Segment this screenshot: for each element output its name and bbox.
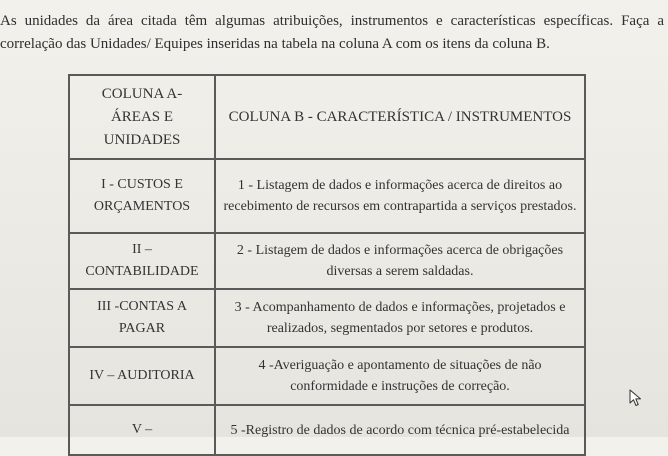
table-row (69, 233, 585, 289)
column-a-cell: IV – AUDITORIA (69, 347, 215, 405)
instructions-text (0, 10, 668, 56)
column-a-header: COLUNA A- ÁREAS E UNIDADES (69, 75, 215, 159)
table-header-row (69, 75, 585, 159)
table-row (69, 405, 585, 455)
column-b-cell: 2 - Listagem de dados e informações acerca de obrigações diversas a serem saldadas. (215, 233, 585, 289)
table-row (69, 289, 585, 347)
column-a-cell: V – (69, 405, 215, 455)
instructions-line-1: As unidades da área citada têm algumas atribuições, instrumentos e características específicas. Faça a (0, 13, 664, 29)
column-b-header: COLUNA B - CARACTERÍSTICA / INSTRUMENTOS (215, 75, 585, 159)
table-row (69, 159, 585, 233)
column-b-cell: 1 - Listagem de dados e informações acerca de direitos ao recebimento de recursos em contrapartida a serviços prestados. (215, 159, 585, 233)
association-table (68, 74, 586, 456)
column-a-cell: I - CUSTOS E ORÇAMENTOS (69, 159, 215, 233)
column-a-cell: III -CONTAS A PAGAR (69, 289, 215, 347)
column-b-cell: 4 -Averiguação e apontamento de situações de não conformidade e instruções de correção. (215, 347, 585, 405)
instructions-line-2: correlação das Unidades/ Equipes inseridas na tabela na coluna A com os itens da coluna B. (0, 36, 550, 52)
column-b-cell: 3 - Acompanhamento de dados e informações, projetados e realizados, segmentados por setores e produtos. (215, 289, 585, 347)
column-a-cell: II – CONTABILIDADE (69, 233, 215, 289)
column-b-cell: 5 -Registro de dados de acordo com técnica pré-estabelecida (215, 405, 585, 455)
table-row (69, 347, 585, 405)
mouse-pointer-icon (629, 389, 643, 407)
